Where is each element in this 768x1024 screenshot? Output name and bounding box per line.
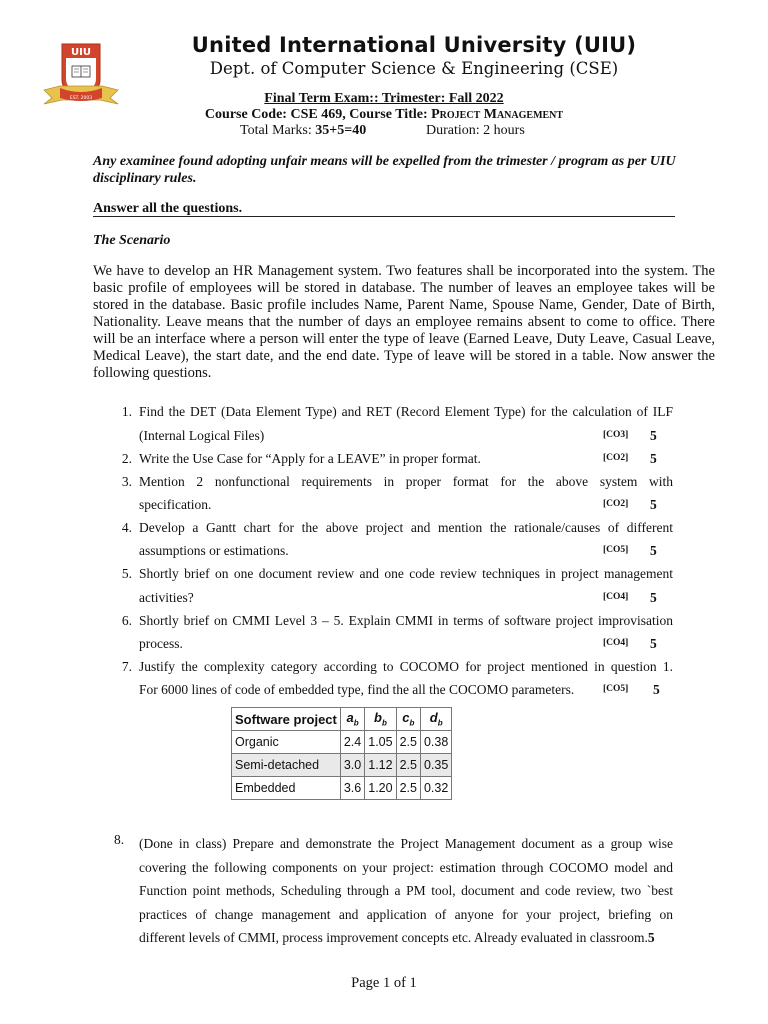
total-marks [240, 123, 366, 139]
question-text: activities? [139, 590, 194, 605]
question-text: specification. [139, 497, 212, 512]
column-header-subscript: b [437, 718, 443, 728]
department-name: Dept. of Computer Science & Engineering (CSE) [209, 59, 619, 78]
question-marks: 5 [647, 930, 655, 945]
table-row [232, 731, 452, 754]
question-number: 6. [121, 613, 132, 628]
table-cell: Organic [232, 731, 341, 754]
table-cell: 0.35 [420, 754, 451, 777]
question-8-last-line: different levels of CMMI, process improvement concepts etc. Already evaluated in classroom. [139, 930, 648, 945]
table-cell: 3.0 [340, 754, 364, 777]
column-header-symbol: d [429, 710, 438, 726]
column-header-subscript: b [381, 718, 387, 728]
table-row [232, 754, 452, 777]
table-cell: 2.5 [396, 777, 420, 800]
question-text: Justify the complexity category according to COCOMO for project mentioned in question 1. [139, 659, 673, 674]
course-outcome: [CO5] [603, 684, 629, 694]
question-8-line: covering the following components on your project: estimation through COCOMO model and [139, 859, 673, 875]
question-number: 4. [121, 520, 132, 535]
exam-duration: Duration: 2 hours [426, 123, 525, 138]
table-cell: 1.12 [365, 754, 396, 777]
question-text: Find the DET (Data Element Type) and RET (Record Element Type) for the calculation of ILF [139, 404, 673, 419]
table-cell: 2.5 [396, 731, 420, 754]
table-row [232, 777, 452, 800]
question-number: 7. [121, 659, 132, 674]
question-marks: 5 [650, 636, 657, 651]
table-header-row [232, 708, 452, 731]
table-cell: 0.38 [420, 731, 451, 754]
table-cell: 1.05 [365, 731, 396, 754]
question-text: (Internal Logical Files) [139, 428, 265, 443]
question-marks: 5 [650, 543, 657, 558]
logo-ribbon-text: EST. 2003 [69, 96, 93, 101]
scenario-text: We have to develop an HR Management system. Two features shall be incorporated into the system. The basic profile of employees will be stored in database. The number of leaves an employee takes will be stored in the database. Basic profile includes Name, Parent Name, Spouse Name, Gender, Date of Birth, Nationality. Leave means that the number of days an employee remains absent to come to office. There will be an interface where a person will enter the type of leave (Earned Leave, Duty Leave, Casual Leave, Medical Leave), the start date, and the end date. Type of leave will be stored in a table. Now answer the following questions. [93, 263, 715, 381]
question-text: Develop a Gantt chart for the above project and mention the rationale/causes of different [139, 520, 673, 535]
column-header-symbol: b [374, 710, 382, 726]
table-cell: 2.4 [340, 731, 364, 754]
table-cell: Semi-detached [232, 754, 341, 777]
course-outcome: [CO4] [603, 592, 629, 602]
table-cell: 0.32 [420, 777, 451, 800]
university-name: United International University (UIU) [191, 33, 637, 57]
question-marks: 5 [653, 682, 660, 697]
question-text: Shortly brief on CMMI Level 3 – 5. Explain CMMI in terms of software project improvisation [139, 613, 673, 628]
question-number: 2. [121, 451, 132, 466]
question-8-line [139, 926, 673, 950]
question-8-line: Function point methods, Scheduling through a PM tool, document and code review, two `best [139, 883, 673, 898]
column-header-subscript: b [409, 718, 415, 728]
course-title: Project Management [431, 107, 564, 122]
marks-label: Total Marks: [240, 123, 316, 138]
marks-value: 35+5=40 [315, 123, 367, 138]
page-number: Page 1 of 1 [351, 975, 417, 991]
scenario-heading: The Scenario [93, 233, 171, 248]
course-outcome: [CO5] [603, 545, 629, 555]
question-marks: 5 [650, 451, 657, 466]
unfair-means-warning: Any examinee found adopting unfair means will be expelled from the trimester / program as per UIU disciplinary rules. [93, 154, 676, 186]
course-outcome: [CO3] [603, 430, 629, 440]
instruction: Answer all the questions. [93, 201, 243, 216]
question-text: Mention 2 nonfunctional requirements in proper format for the above system with [139, 474, 673, 489]
question-8-line: practices of change management and application of anyone for your project, briefing on [139, 906, 673, 922]
question-text: For 6000 lines of code of embedded type, find the all the COCOMO parameters. [139, 682, 575, 697]
question-text: process. [139, 636, 183, 651]
table-cell: 3.6 [340, 777, 364, 800]
course-line [130, 107, 638, 123]
course-outcome: [CO4] [603, 638, 629, 648]
question-number: 3. [121, 474, 132, 489]
divider [93, 216, 675, 217]
cocomo-table [231, 707, 452, 800]
exam-title: Final Term Exam:: Trimester: Fall 2022 [264, 91, 504, 106]
column-header [340, 708, 364, 731]
question-text: assumptions or estimations. [139, 543, 289, 558]
uiu-logo [40, 40, 122, 106]
question-text: Shortly brief on one document review and one code review techniques in project management [139, 566, 673, 581]
question-marks: 5 [650, 497, 657, 512]
question-8-text [139, 832, 673, 950]
column-header [420, 708, 451, 731]
column-header-symbol: c [402, 710, 410, 726]
course-outcome: [CO2] [603, 453, 629, 463]
column-header-symbol: a [346, 710, 354, 726]
question-text: Write the Use Case for “Apply for a LEAVE” in proper format. [139, 451, 481, 466]
table-cell: 1.20 [365, 777, 396, 800]
column-header [396, 708, 420, 731]
column-header [365, 708, 396, 731]
question-number: 5. [121, 566, 132, 581]
course-outcome: [CO2] [603, 499, 629, 509]
question-number: 8. [114, 832, 125, 847]
column-header: Software project [232, 708, 341, 731]
column-header-subscript: b [353, 718, 359, 728]
question-number: 1. [121, 404, 132, 419]
logo-text: UIU [71, 47, 91, 58]
question-marks: 5 [650, 590, 657, 605]
table-cell: Embedded [232, 777, 341, 800]
course-code: Course Code: CSE 469, Course Title: [204, 107, 432, 122]
table-cell: 2.5 [396, 754, 420, 777]
question-8-line: (Done in class) Prepare and demonstrate the Project Management document as a group wise [139, 836, 673, 851]
question-marks: 5 [650, 428, 657, 443]
